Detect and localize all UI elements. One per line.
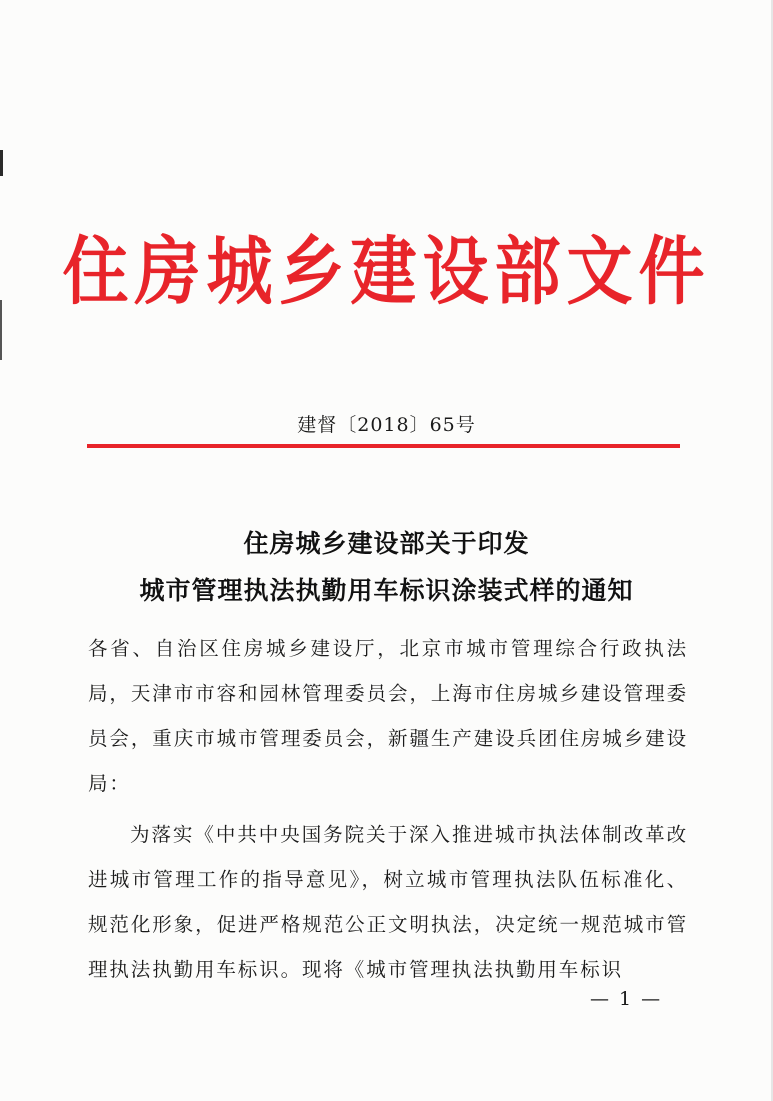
addressee-paragraph: 各省、自治区住房城乡建设厅，北京市城市管理综合行政执法局，天津市市容和园林管理委员会，上海市住房城乡建设管理委员会，重庆市城市管理委员会，新疆生产建设兵团住房城乡建设局： <box>88 637 688 795</box>
document-masthead: 住房城乡建设部文件 <box>62 227 711 316</box>
document-title-line-1: 住房城乡建设部关于印发 <box>243 529 530 558</box>
page-number: — 1 — <box>590 988 663 1010</box>
body-paragraph: 为落实《中共中央国务院关于深入推进城市执法体制改革改进城市管理工作的指导意见》，树立城市管理执法队伍标准化、规范化形象，促进严格规范公正文明执法，决定统一规范城市管理执法执勤用车标识。现将《城市管理执法执勤用车标识 <box>88 823 688 981</box>
scan-edge-mark <box>0 150 3 176</box>
document-number: 建督〔2018〕65号 <box>297 414 476 436</box>
document-title-line-2: 城市管理执法执勤用车标识涂装式样的通知 <box>139 576 634 605</box>
red-divider-line <box>87 444 680 448</box>
